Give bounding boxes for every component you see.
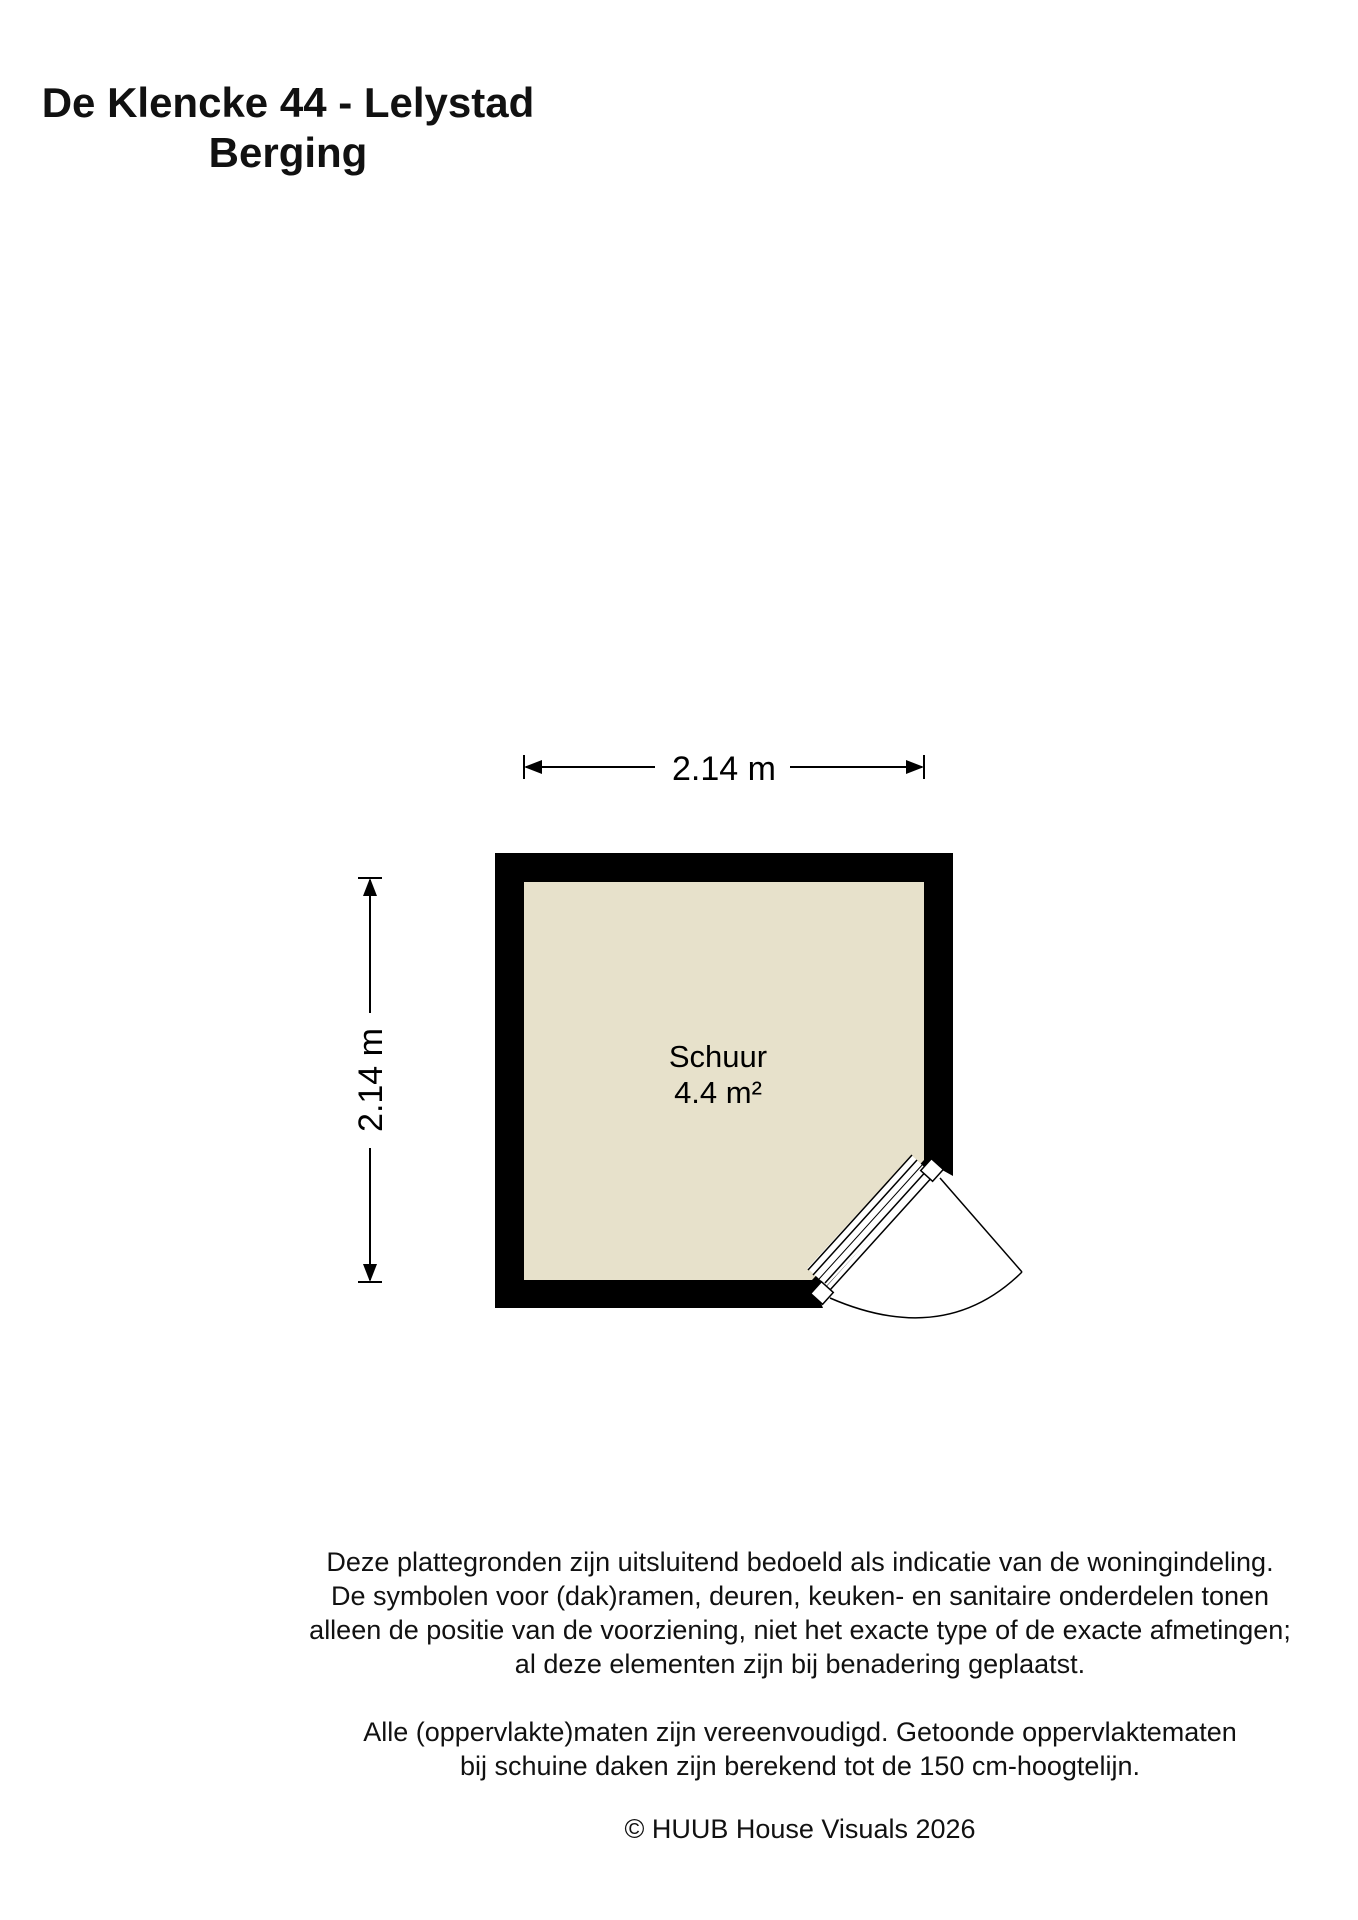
disclaimer-line: bij schuine daken zijn berekend tot de 150 cm-hoogtelijn. (460, 1751, 1140, 1781)
disclaimer-paragraph-1 (240, 1545, 1358, 1681)
room-area: 4.4 m² (674, 1075, 762, 1110)
height-dimension (348, 878, 392, 1282)
disclaimer-line: Alle (oppervlakte)maten zijn vereenvoudigd. Getoonde oppervlaktematen (363, 1717, 1237, 1747)
height-label: 2.14 m (352, 1028, 390, 1132)
disclaimer-paragraph-2 (240, 1715, 1358, 1783)
width-label: 2.14 m (672, 750, 776, 788)
address-title: De Klencke 44 - Lelystad (41, 79, 535, 126)
disclaimer-line: alleen de positie van de voorziening, niet het exacte type of de exacte afmetingen; (309, 1615, 1291, 1645)
floor-title: Berging (208, 129, 368, 176)
disclaimer-line: De symbolen voor (dak)ramen, deuren, keuken- en sanitaire onderdelen tonen (330, 1581, 1270, 1611)
copyright: © HUUB House Visuals 2026 (624, 1814, 976, 1844)
width-dimension (524, 745, 924, 789)
disclaimer-line: al deze elementen zijn bij benadering geplaatst. (514, 1649, 1086, 1679)
disclaimer (240, 1545, 1358, 1817)
room-name: Schuur (668, 1039, 768, 1074)
disclaimer-line: Deze plattegronden zijn uitsluitend bedoeld als indicatie van de woningindeling. (326, 1547, 1274, 1577)
